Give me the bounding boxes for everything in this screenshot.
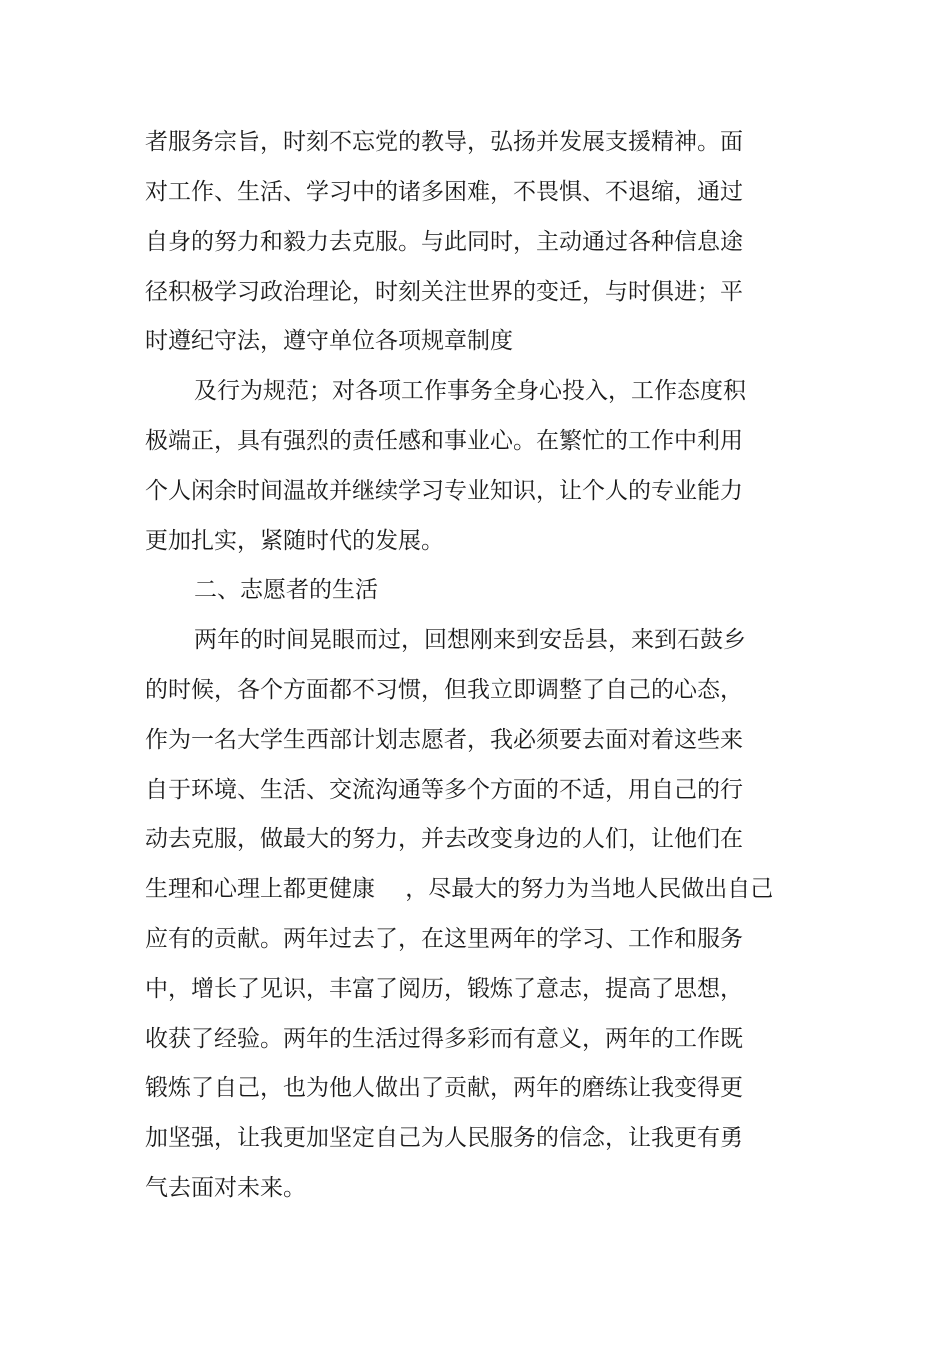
section-heading: 二、志愿者的生活 bbox=[194, 577, 378, 603]
paragraph-line: 两年的时间晃眼而过，回想刚来到安岳县，来到石鼓乡 bbox=[194, 627, 746, 653]
paragraph-line: 收获了经验。两年的生活过得多彩而有意义，两年的工作既 bbox=[145, 1026, 743, 1052]
paragraph-line: 中，增长了见识，丰富了阅历，锻炼了意志，提高了思想， bbox=[145, 976, 743, 1002]
paragraph-line: 对工作、生活、学习中的诸多困难，不畏惧、不退缩，通过 bbox=[145, 179, 743, 205]
paragraph-line: 加坚强，让我更加坚定自己为人民服务的信念，让我更有勇 bbox=[145, 1125, 743, 1151]
paragraph-line: 及行为规范；对各项工作事务全身心投入，工作态度积 bbox=[194, 378, 746, 404]
paragraph-line: 生理和心理上都更健康 ，尽最大的努力为当地人民做出自己 bbox=[145, 876, 774, 902]
paragraph-line: 应有的贡献。两年过去了，在这里两年的学习、工作和服务 bbox=[145, 926, 743, 952]
paragraph-line: 的时候，各个方面都不习惯，但我立即调整了自己的心态， bbox=[145, 677, 743, 703]
paragraph-line: 更加扎实，紧随时代的发展。 bbox=[145, 528, 444, 554]
paragraph-line: 锻炼了自己，也为他人做出了贡献，两年的磨练让我变得更 bbox=[145, 1075, 743, 1101]
paragraph-line: 极端正，具有强烈的责任感和事业心。在繁忙的工作中利用 bbox=[145, 428, 743, 454]
paragraph-line: 气去面对未来。 bbox=[145, 1175, 306, 1201]
paragraph-line: 自身的努力和毅力去克服。与此同时，主动通过各种信息途 bbox=[145, 229, 743, 255]
paragraph-line: 自于环境、生活、交流沟通等多个方面的不适，用自己的行 bbox=[145, 777, 743, 803]
paragraph-line: 径积极学习政治理论，时刻关注世界的变迁，与时俱进；平 bbox=[145, 279, 743, 305]
paragraph-line: 动去克服，做最大的努力，并去改变身边的人们，让他们在 bbox=[145, 826, 743, 852]
paragraph-line: 作为一名大学生西部计划志愿者，我必须要去面对着这些来 bbox=[145, 727, 743, 753]
paragraph-line: 时遵纪守法，遵守单位各项规章制度 bbox=[145, 328, 513, 354]
paragraph-line: 个人闲余时间温故并继续学习专业知识，让个人的专业能力 bbox=[145, 478, 743, 504]
paragraph-line: 者服务宗旨，时刻不忘党的教导，弘扬并发展支援精神。面 bbox=[145, 129, 743, 155]
